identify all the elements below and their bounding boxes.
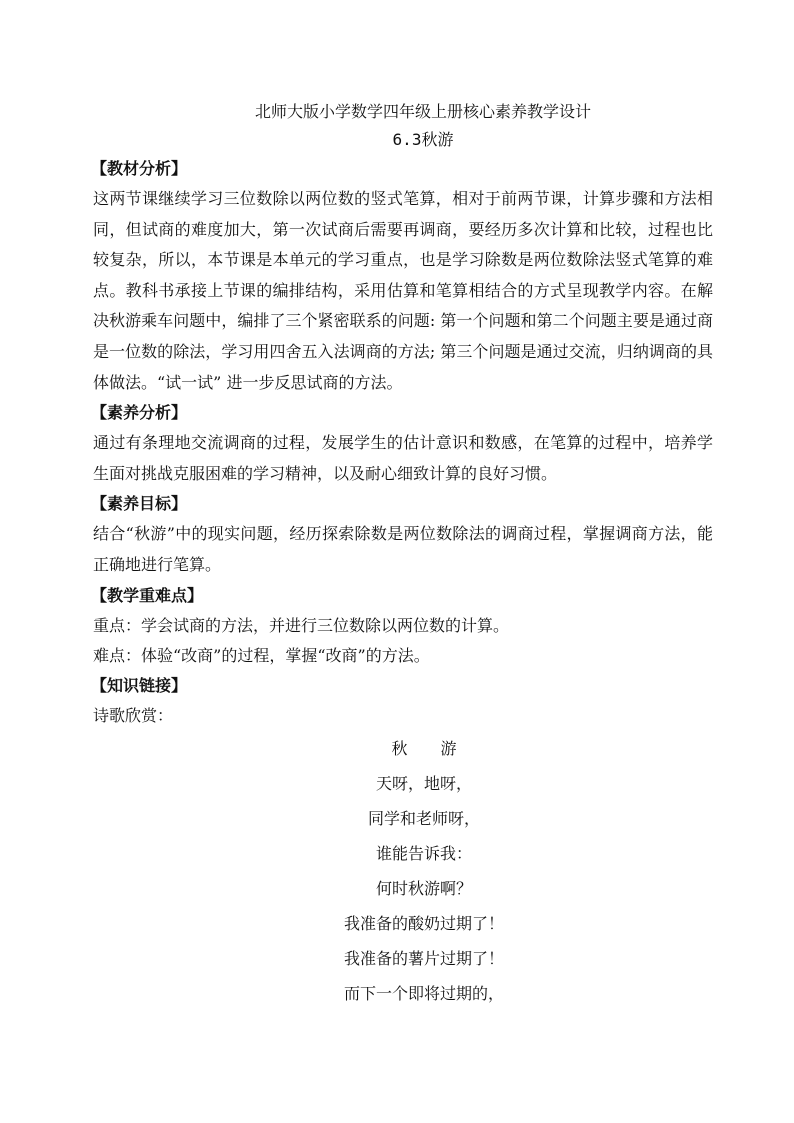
poem-line: 同学和老师呀， [367,808,480,828]
poem-line: 谁能告诉我： [375,843,472,863]
heading-key-difficult-points: 【教学重难点】 [91,585,204,605]
difficult-point-text: 难点：体验“改商”的过程，掌握“改商”的方法。 [93,645,430,665]
poem-line: 我准备的薯片过期了！ [343,948,504,968]
heading-textbook-analysis: 【教材分析】 [91,159,188,178]
poem-line: 而下一个即将过期的， [343,983,504,1003]
poem-line: 我准备的酸奶过期了！ [343,913,504,933]
heading-knowledge-link: 【知识链接】 [91,675,188,695]
competency-analysis-paragraph [93,428,713,489]
textbook-analysis-text: 这两节课继续学习三位数除以两位数的竖式笔算，相对于前两节课，计算步骤和方法相同，但试商的难度加大，第一次试商后需要再调商，要经历多次计算和比较，过程也比较复杂，所以，本节课是本单元的学习重点，也是学习除数是两位数除法竖式笔算的难点。教科书承接上节课的编排结构，采用估算和笔算相结合的方式呈现教学内容。在解决秋游乘车问题中，编排了三个紧密联系的问题: 第一个问题和第二个问题主要是通过商是一位数的除法，学习用四舍五入法调商的方法; 第三个问题是通过交流，归纳调商的具体做法。“试一试” 进一步反思试商的方法。 [93,189,713,392]
document-title: 北师大版小学数学四年级上册核心素养教学设计 [254,102,591,121]
heading-competency-goals: 【素养目标】 [91,494,188,514]
competency-goals-text: 结合“秋游”中的现实问题，经历探索除数是两位数除法的调商过程，掌握调商方法，能正确地进行笔算。 [93,524,713,574]
poem-line: 天呀，地呀， [375,773,472,793]
competency-goals-paragraph [93,519,713,580]
poem-title: 秋 游 [391,738,457,758]
poem-intro-text: 诗歌欣赏： [93,705,174,725]
poem-line: 何时秋游啊？ [375,878,472,898]
textbook-analysis-paragraph [93,184,713,398]
heading-competency-analysis: 【素养分析】 [91,403,188,423]
lesson-title: 6.3秋游 [392,130,454,149]
poem [93,731,713,1011]
document-page [93,98,713,1011]
key-point-text: 重点：学会试商的方法，并进行三位数除以两位数的计算。 [93,615,510,635]
competency-analysis-text: 通过有条理地交流调商的过程，发展学生的估计意识和数感，在笔算的过程中，培养学生面对挑战克服困难的学习精神，以及耐心细致计算的良好习惯。 [93,433,713,483]
